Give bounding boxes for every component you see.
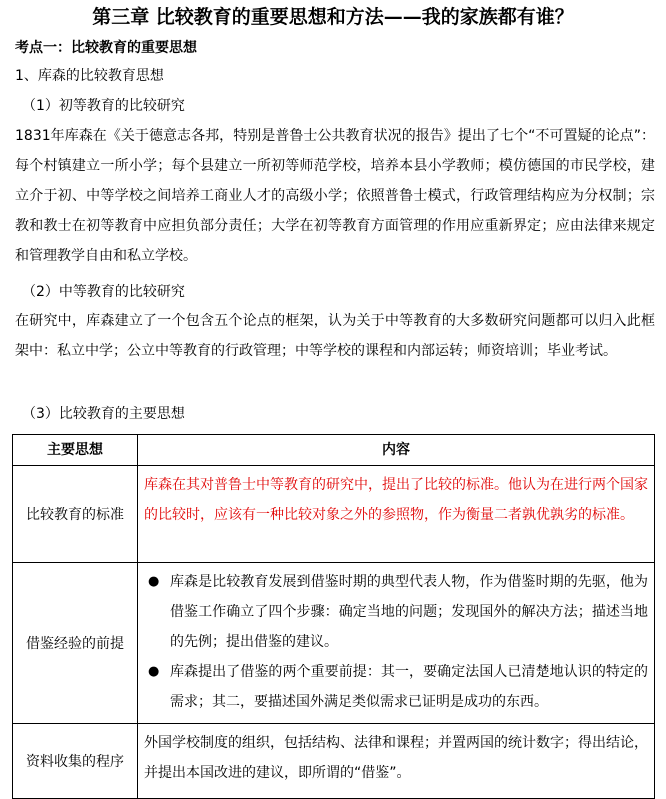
- row-content-procedure: 外国学校制度的组织，包括结构、法律和课程；并置两国的统计数字；得出结论，并提出本国改进的建议，即所谓的“借鉴”。: [138, 724, 655, 799]
- table-row: [13, 563, 655, 724]
- bullet-icon: ●: [148, 664, 160, 679]
- bullet-text: 库森提出了借鉴的两个重要前提：其一，要确定法国人已清楚地认识的特定的需求；其二，要描述国外满足类似需求已证明是成功的东西。: [170, 664, 648, 710]
- row-label-procedure: 资料收集的程序: [13, 724, 138, 799]
- bullet-icon: ●: [148, 574, 160, 589]
- subheading-main-ideas: （3）比较教育的主要思想: [22, 406, 185, 422]
- row-content-premise: [138, 563, 655, 724]
- row-label-standard: 比较教育的标准: [13, 466, 138, 563]
- list-item: [144, 567, 648, 657]
- table-row: [13, 466, 655, 563]
- header-content: 内容: [138, 435, 655, 466]
- row-label-premise: 借鉴经验的前提: [13, 563, 138, 724]
- table-header-row: [13, 435, 655, 466]
- subheading-secondary-education: （2）中等教育的比较研究: [22, 284, 185, 300]
- paragraph-secondary-education: 在研究中，库森建立了一个包含五个论点的框架，认为关于中等教育的大多数研究问题都可以归入此框架中：私立中学；公立中等教育的行政管理；中等学校的课程和内部运转；师资培训；毕业考试。: [15, 313, 655, 359]
- list-item: [144, 657, 648, 717]
- main-ideas-table: [12, 434, 655, 799]
- bullet-text: 库森是比较教育发展到借鉴时期的典型代表人物，作为借鉴时期的先驱，他为借鉴工作确立了四个步骤：确定当地的问题；发现国外的解决方法；描述当地的先例；提出借鉴的建议。: [170, 574, 648, 650]
- chapter-title: 第三章 比较教育的重要思想和方法——我的家族都有谁？: [92, 6, 574, 28]
- subheading-primary-education: （1）初等教育的比较研究: [22, 98, 185, 114]
- row-content-standard: 库森在其对普鲁士中等教育的研究中，提出了比较的标准。他认为在进行两个国家的比较时，应该有一种比较对象之外的参照物，作为衡量二者孰优孰劣的标准。: [138, 466, 655, 563]
- header-main-idea: 主要思想: [13, 435, 138, 466]
- paragraph-primary-education: 1831年库森在《关于德意志各邦，特别是普鲁士公共教育状况的报告》提出了七个“不可置疑的论点”：每个村镇建立一所小学；每个县建立一所初等师范学校，培养本县小学教师；模仿德国的市民学校，建立介于初、中等学校之间培养工商业人才的高级小学；依照普鲁士模式，行政管理结构应为分权制；宗教和教士在初等教育中应担负部分责任；大学在初等教育方面管理的作用应重新界定；应由法律来规定和管理教学自由和私立学校。: [15, 128, 655, 264]
- table-row: [13, 724, 655, 799]
- section-heading-cousin: 1、库森的比较教育思想: [15, 68, 164, 84]
- exam-point-heading: 考点一：比较教育的重要思想: [15, 40, 197, 56]
